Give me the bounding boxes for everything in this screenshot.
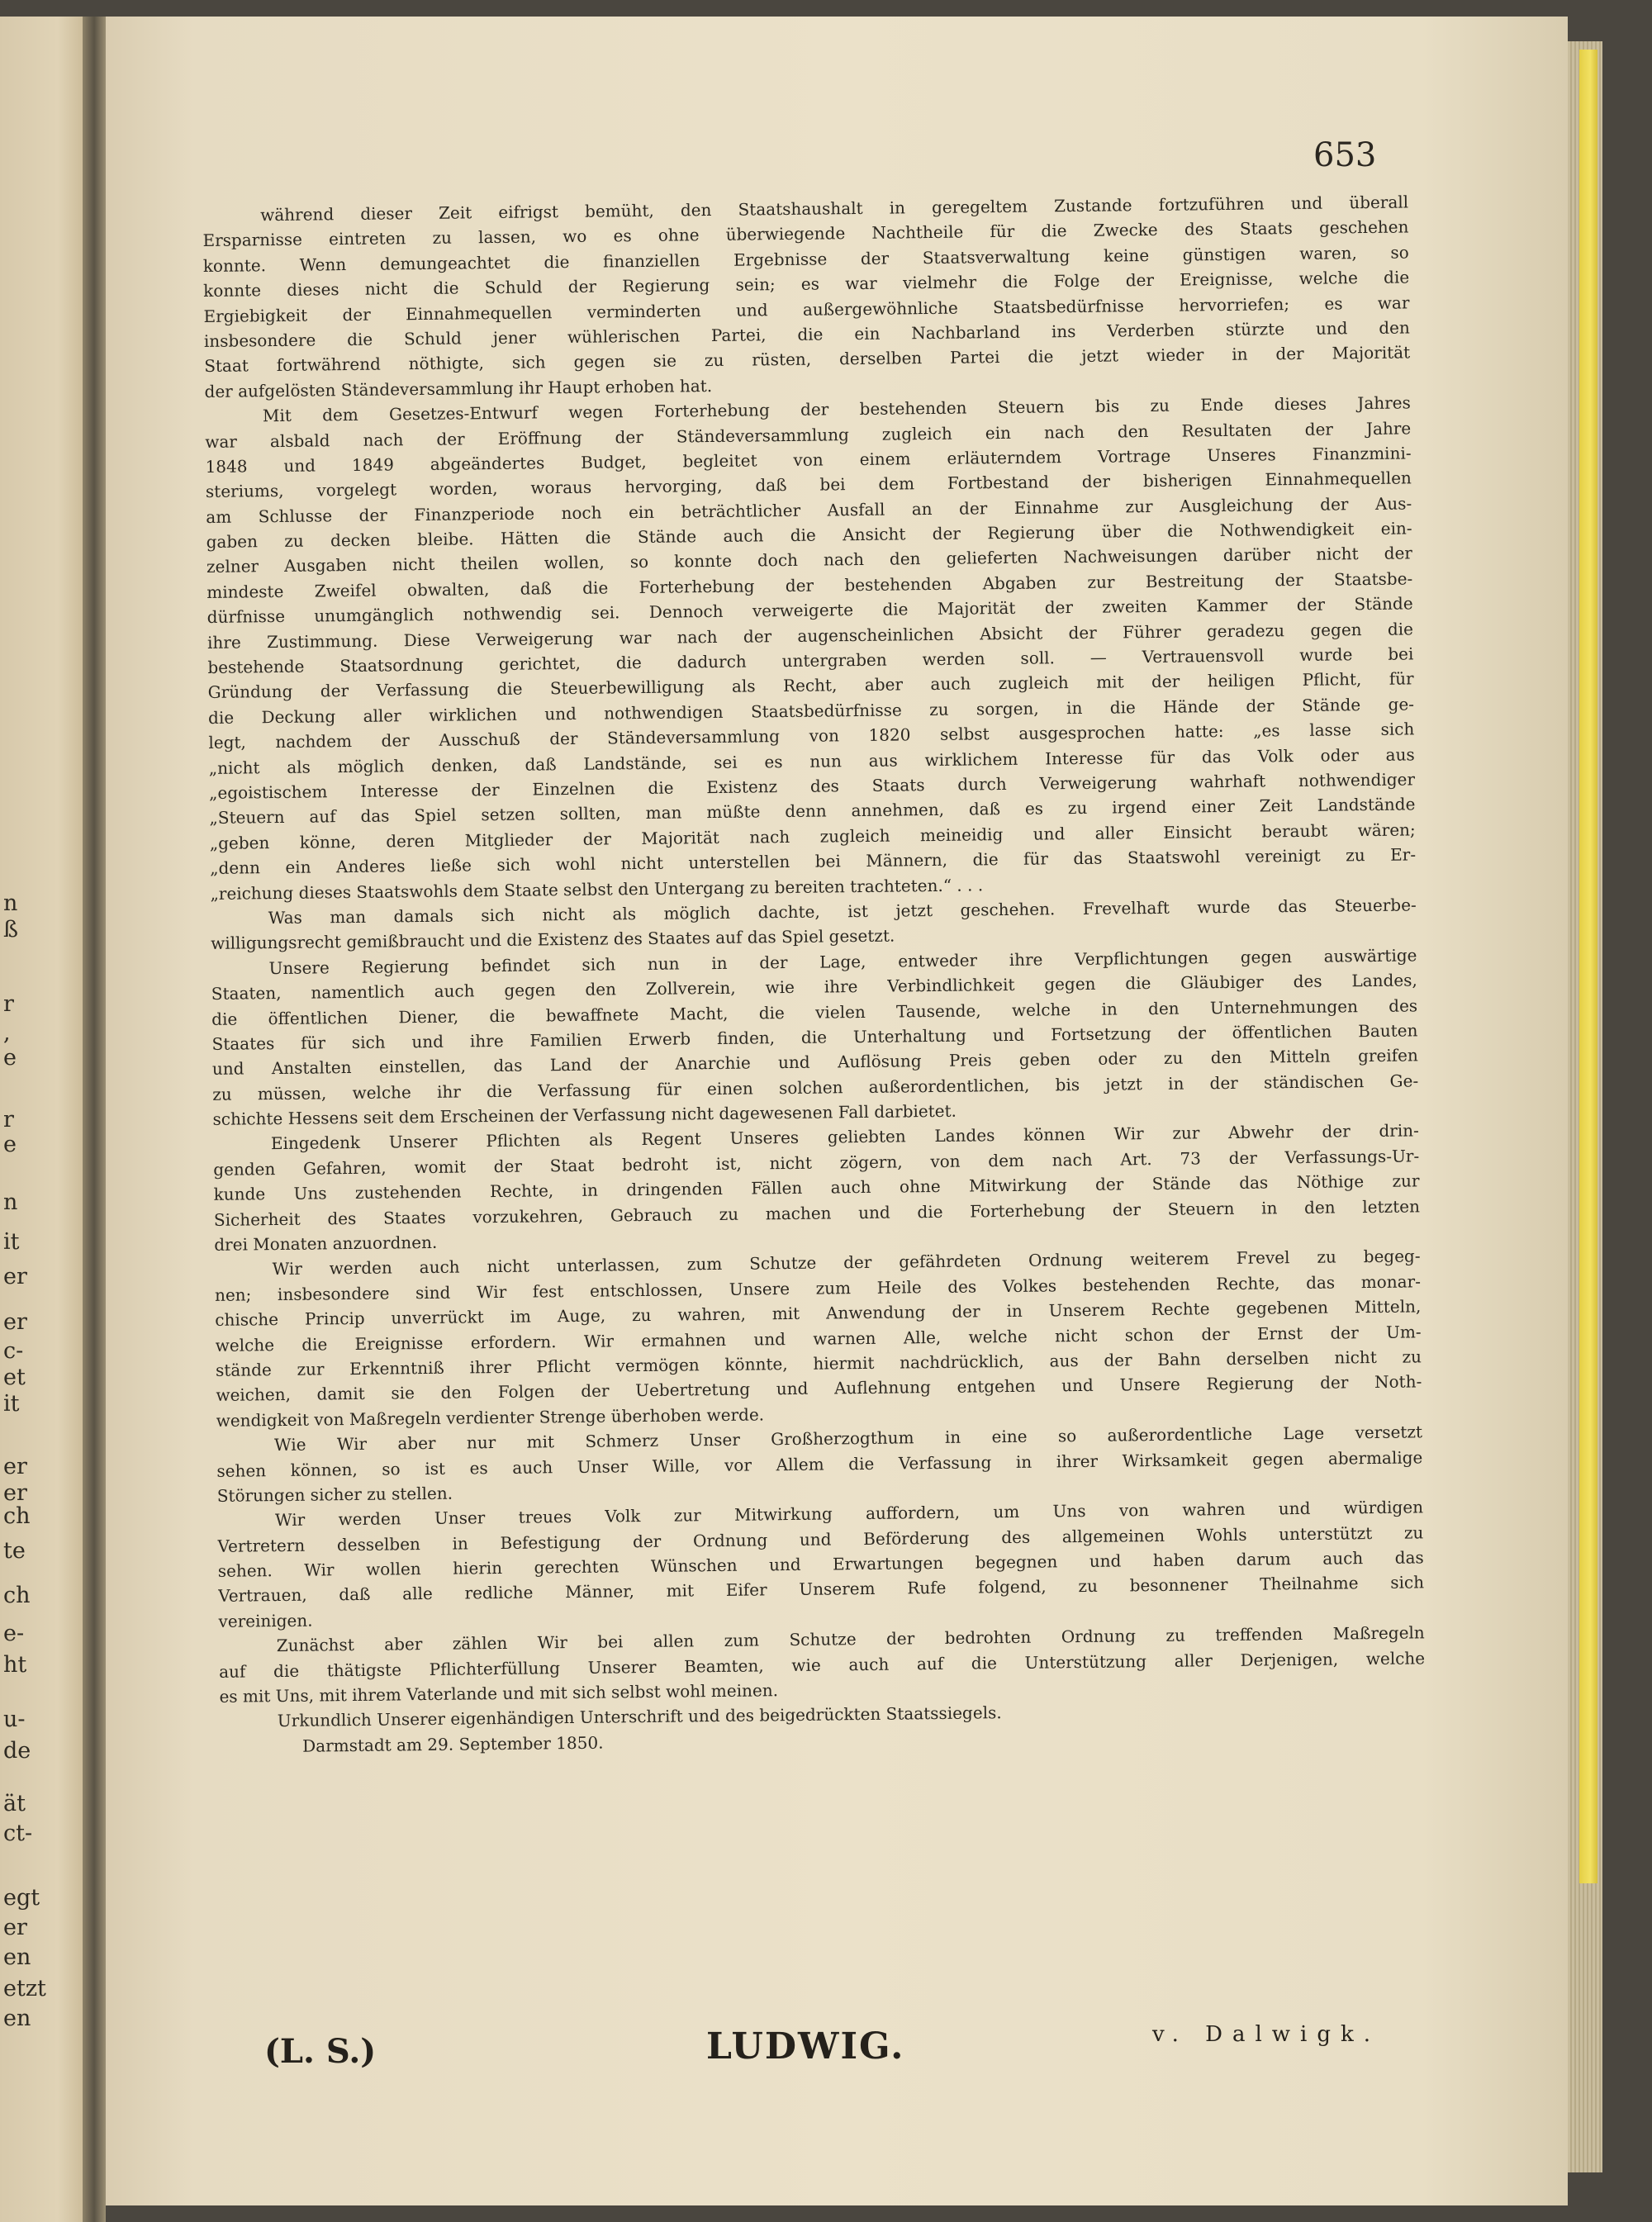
text-line: willigungsrecht gemißbraucht und die Existenz des Staates auf das Spiel gesetzt.	[211, 925, 895, 954]
text-line: bestehende Staatsordnung gerichtet, die dadurch untergraben werden soll. — Vertrauensvoll wurde bei	[207, 643, 1414, 677]
text-line: während dieser Zeit eifrigst bemüht, den Staatshaushalt in geregeltem Zustande fortzuführen und überall	[260, 192, 1409, 226]
facing-page-fragment: n	[3, 890, 18, 916]
text-line: insbesondere die Schuld jener wühlerischen Partei, die ein Nachbarland ins Verderben stürzte und den	[203, 317, 1410, 351]
text-line: Mit dem Gesetzes-Entwurf wegen Forterhebung der bestehenden Steuern bis zu Ende dieses Jahres	[262, 392, 1411, 426]
text-line: Unsere Regierung befindet sich nun in der Lage, entweder ihre Verpflichtungen gegen auswärtige	[268, 945, 1417, 978]
text-line: drei Monaten anzuordnen.	[214, 1232, 438, 1255]
facing-page-fragment: de	[3, 1738, 31, 1764]
facing-page-fragment: ß	[3, 917, 19, 942]
text-line: „egoistischem Interesse der Einzelnen die Existenz des Staats durch Verweigerung wahrhaft nothwendiger	[208, 769, 1416, 803]
facing-page-fragment: r	[3, 1107, 14, 1132]
paragraph	[217, 1495, 1425, 1635]
text-line: Ergiebigkeit der Einnahmequellen verminderten und außergewöhnliche Staatsbedürfnisse hervorriefen; es war	[203, 292, 1410, 326]
facing-page-fragment: er	[3, 1915, 27, 1940]
text-line: Wir werden Unser treues Volk zur Mitwirkung auffordern, um Uns von wahren und würdigen	[274, 1497, 1424, 1531]
facing-page-fragment: it	[3, 1391, 20, 1417]
text-line: die öffentlichen Diener, die bewaffnete Macht, die vielen Tausende, welche in den Unternehmungen des	[211, 995, 1418, 1029]
text-line: kunde Uns zustehenden Rechte, in dringenden Fällen auch ohne Mitwirkung der Stände das Nöthige zur	[213, 1170, 1420, 1205]
text-line: „denn ein Anderes ließe sich wohl nicht unterstellen bei Männern, die für das Staatswohl vereinigt zu Er-	[209, 844, 1417, 879]
text-line: Staates für sich und ihre Familien Erwerb finden, die Unterhaltung und Fortsetzung der öffentlichen Bauten	[211, 1020, 1418, 1054]
minister-signature: v. Dalwigk.	[1152, 2022, 1381, 2047]
text-line: auf die thätigste Pflichterfüllung Unserer Beamten, wie auch auf die Unterstützung aller Derjenigen, welche	[219, 1647, 1426, 1682]
facing-page-fragment: r	[3, 991, 14, 1017]
text-line: dürfnisse unumgänglich nothwendig sei. Dennoch verweigerte die Majorität der zweiten Kammer der Stände	[206, 593, 1413, 628]
text-line: Urkundlich Unserer eigenhändigen Unterschrift und des beigedrückten Staatssiegels.	[277, 1702, 1002, 1731]
text-line: Vertretern desselben in Befestigung der Ordnung und Beförderung des allgemeinen Wohls unterstützt zu	[217, 1522, 1424, 1556]
facing-page-fragment: ch	[3, 1503, 31, 1529]
facing-page-fragment: er	[3, 1309, 27, 1335]
text-line: Eingedenk Unserer Pflichten als Regent Unseres geliebten Landes können Wir zur Abwehr der drin-	[270, 1120, 1419, 1154]
text-line: weichen, damit sie den Folgen der Uebertretung und Auflehnung entgehen und Unsere Regierung der Noth-	[216, 1371, 1422, 1406]
facing-page	[0, 17, 83, 2222]
facing-page-fragment: egt	[3, 1885, 40, 1911]
text-line: der aufgelösten Ständeversammlung ihr Haupt erhoben hat.	[204, 375, 713, 401]
facing-page-fragment: en	[3, 2006, 31, 2031]
text-line: legt, nachdem der Ausschuß der Ständeversammlung von 1820 selbst ausgesprochen hatte: „es lasse sich	[208, 719, 1415, 753]
text-line: nen; insbesondere sind Wir fest entschlossen, Unsere zum Heile des Volkes bestehenden Rechte, das monar-	[214, 1271, 1422, 1305]
text-line: Was man damals sich nicht als möglich dachte, ist jetzt geschehen. Frevelhaft wurde das Steuerbe-	[268, 895, 1417, 928]
paragraph	[216, 1419, 1423, 1508]
facing-page-fragment: n	[3, 1189, 18, 1215]
text-line: sehen können, so ist es auch Unser Wille, vor Allem die Verfassung in ihrer Wirksamkeit gegen abermalige	[216, 1446, 1423, 1481]
text-line: Sicherheit des Staates vorzukehren, Gebrauch zu machen und die Forterhebung der Steuern in den letzten	[213, 1195, 1421, 1230]
facing-page-fragment: er	[3, 1264, 27, 1289]
facing-page-fragment: c-	[3, 1338, 24, 1364]
facing-page-fragment: er	[3, 1480, 27, 1506]
facing-page-fragment: et	[3, 1365, 26, 1390]
place-date: Darmstadt am 29. September 1850.	[302, 1732, 604, 1756]
text-line: steriums, vorgelegt worden, woraus hervorging, daß bei dem Fortbestand der bisherigen Einnahmequellen	[205, 468, 1412, 502]
text-line: zelner Ausgaben nicht theilen wollen, so konnte doch nach den gelieferten Nachweisungen darüber nicht der	[206, 543, 1413, 577]
facing-page-fragment: u-	[3, 1707, 26, 1732]
text-line: Ersparnisse eintreten zu lassen, wo es ohne überwiegende Nachtheile für die Zwecke des Staats geschehen	[202, 216, 1409, 251]
facing-page-fragment: ct-	[3, 1821, 33, 1846]
book-gutter	[83, 17, 106, 2222]
paragraph	[211, 942, 1418, 1132]
text-line: vereinigen.	[218, 1610, 313, 1631]
text-line: Staat fortwährend nöthigte, sich gegen sie zu rüsten, derselben Partei die jetzt wieder in der Majorität	[204, 342, 1411, 377]
text-line: 1848 und 1849 abgeändertes Budget, begleitet von einem erläuterndem Vortrage Unseres Finanzmini-	[205, 443, 1412, 477]
text-line: Wir werden auch nicht unterlassen, zum Schutze der gefährdeten Ordnung weiterem Frevel zu begeg-	[272, 1246, 1421, 1280]
text-line: ihre Zustimmung. Diese Verweigerung war nach der augenscheinlichen Absicht der Führer geradezu gegen die	[206, 619, 1414, 653]
paragraph	[219, 1621, 1426, 1710]
text-line: schichte Hessens seit dem Erscheinen der Verfassung nicht dagewesenen Fall darbietet.	[212, 1100, 957, 1129]
text-line: Vertrauen, daß alle redliche Männer, mit Eifer Unserem Rufe folgend, zu besonnener Theilnahme sich	[217, 1572, 1425, 1607]
facing-page-fragment: ch	[3, 1583, 31, 1608]
page-number: 653	[1313, 136, 1377, 174]
paragraph	[214, 1244, 1422, 1433]
text-line: „geben könne, deren Mitglieder der Majorität nach zugleich meineidig und aller Einsicht beraubt wären;	[209, 819, 1416, 853]
text-line: mindeste Zweifel obwalten, daß die Forterhebung der bestehenden Abgaben zur Bestreitung der Staatsbe-	[206, 568, 1413, 602]
facing-page-fragment: er	[3, 1454, 27, 1479]
facing-page-fragment: te	[3, 1538, 26, 1564]
facing-page-fragment: e-	[3, 1621, 25, 1646]
text-line: Zunächst aber zählen Wir bei allen zum Schutze der bedrohten Ordnung zu treffenden Maßregeln	[276, 1622, 1425, 1656]
text-line: Staaten, namentlich auch gegen den Zollverein, wie ihre Verbindlichkeit gegen die Gläubiger des Landes,	[211, 970, 1417, 1004]
facing-page-fragment: etzt	[3, 1976, 46, 2001]
paragraph	[213, 1118, 1421, 1258]
text-line: chische Princip unverrückt im Auge, zu wahren, mit Anwendung der in Unserem Rechte gegebenen Mitteln,	[215, 1296, 1422, 1331]
text-line: wendigkeit von Maßregeln verdienter Strenge überhoben werde.	[216, 1404, 765, 1431]
facing-page-fragment: en	[3, 1944, 31, 1970]
text-line: am Schlusse der Finanzperiode noch ein beträchtlicher Ausfall an der Einnahme zur Ausgleichung der Aus-	[206, 493, 1412, 527]
text-line: genden Gefahren, womit der Staat bedroht ist, nicht zögern, von dem nach Art. 73 der Verfassungs-Ur-	[213, 1146, 1420, 1180]
text-line: Wie Wir aber nur mit Schmerz Unser Großherzogthum in eine so außerordentliche Lage versetzt	[273, 1422, 1423, 1455]
text-line: Gründung der Verfassung die Steuerbewilligung als Recht, aber auch zugleich mit der heiligen Pflicht, für	[207, 668, 1414, 703]
text-line: „Steuern auf das Spiel setzen sollten, man müßte denn annehmen, daß es zu irgend einer Zeit Landstände	[209, 794, 1416, 829]
text-line: die Deckung aller wirklichen und nothwendigen Staatsbedürfnisse zu sorgen, in die Hände der Stände ge-	[207, 694, 1415, 728]
text-line: gaben zu decken bleibe. Hätten die Stände auch die Ansicht der Regierung über die Nothwendigkeit ein-	[206, 518, 1412, 553]
sovereign-signature: LUDWIG.	[706, 2025, 905, 2068]
text-line: sehen. Wir wollen hierin gerechten Wünschen und Erwartungen begegnen und haben darum auch das	[217, 1547, 1424, 1581]
page-edge-tint	[1579, 50, 1597, 1883]
text-line: welche die Ereignisse erfordern. Wir ermahnen und warnen Alle, welche nicht schon der Ernst der Um-	[215, 1321, 1422, 1356]
text-line: konnte dieses nicht die Schuld der Regierung sein; es war vielmehr die Folge der Ereignisse, welche die	[203, 267, 1410, 301]
text-line: zu müssen, welche ihr die Verfassung für einen solchen außerordentlichen, bis jetzt in der ständischen Ge-	[212, 1071, 1419, 1104]
text-line: konnte. Wenn demungeachtet die finanziellen Ergebnisse der Staatsverwaltung keine günstigen waren, so	[202, 242, 1409, 276]
text-line: „reichung dieses Staatswohls dem Staate selbst den Untergang zu bereiten trachteten.“ . . .	[210, 874, 984, 904]
seal-mark: (L. S.)	[264, 2032, 377, 2071]
text-line: war alsbald nach der Eröffnung der Ständeversammlung zugleich ein nach den Resultaten der Jahre	[205, 417, 1412, 452]
text-line: stände zur Erkenntniß ihrer Pflicht vermögen könnte, hiermit nachdrücklich, aus der Bahn derselben nicht zu	[215, 1346, 1422, 1380]
text-line: und Anstalten einstellen, das Land der Anarchie und Auflösung Preis geben oder zu den Mitteln greifen	[211, 1045, 1418, 1080]
text-line: „nicht als möglich denken, daß Landstände, sei es nun aus wirklichem Interesse für das Volk oder aus	[208, 743, 1415, 778]
paragraph	[205, 391, 1417, 906]
facing-page-fragment: ät	[3, 1791, 26, 1816]
facing-page-fragment: ,	[3, 1020, 11, 1046]
decree-body	[202, 189, 1426, 1759]
text-line: Störungen sicher zu stellen.	[216, 1483, 453, 1506]
facing-page-fragment: ht	[3, 1652, 27, 1678]
paragraph	[202, 189, 1411, 404]
facing-page-fragment: it	[3, 1229, 20, 1255]
text-line: es mit Uns, mit ihrem Vaterlande und mit sich selbst wohl meinen.	[219, 1680, 779, 1707]
facing-page-fragment: e	[3, 1045, 17, 1071]
facing-page-fragment: e	[3, 1132, 17, 1157]
